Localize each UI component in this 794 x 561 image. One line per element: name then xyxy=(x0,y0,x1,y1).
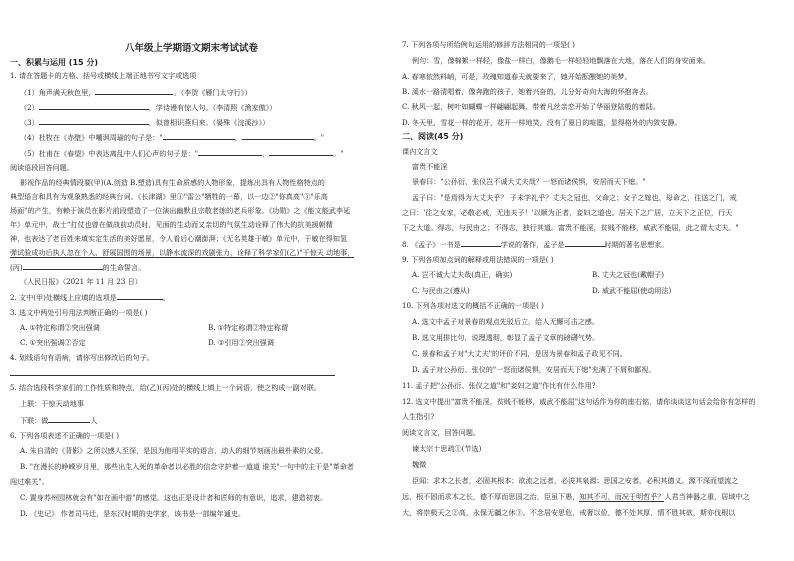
q3-option-a[interactable]: A. ①特定称谓②突出强调 xyxy=(20,323,100,332)
q3-option-b[interactable]: B. ①特定称谓②特定称谓 xyxy=(208,323,288,332)
q6-option-c[interactable]: C. 置身苏州园林就会有"如在画中游"的感觉，这也正是设计者和匠师的有意识，追求，建造初衷。 xyxy=(20,493,328,502)
q1-3: （3） ，似曾相识燕归来。（晏殊《浣溪沙》） xyxy=(20,118,270,127)
passage-line: (丙) 的生命誓言。 xyxy=(10,263,146,272)
q1-prompt: 1. 请在答题卡的方格、括号或横线上端正地书写文字或选项 xyxy=(10,71,197,80)
couplet-blank[interactable] xyxy=(48,415,90,423)
q10-option-a[interactable]: A. 选文中孟子对景春的观点先驳后立，给人无懈可击之感。 xyxy=(412,317,599,326)
passage-line: 远，根不固而求木之长，德不厚而思国之治，臣虽下愚，知其不可，而况于明哲乎？人君当神器之重，居域中之 xyxy=(402,492,750,501)
q9-option-c[interactable]: C. 与民由之(遵从) xyxy=(412,286,470,295)
passage2-title: 谏太宗十思疏①(节选) xyxy=(412,444,482,453)
q1-3-blank[interactable] xyxy=(39,117,149,125)
couplet-lower: 下联：做 人 xyxy=(20,416,98,425)
passage-line: 景春曰："公孙衍、张仪岂不诚大丈夫哉？一怒而诸侯惧，安居而天下熄。" xyxy=(412,177,646,186)
q6-option-a[interactable]: A. 朱自清的《背影》之所以感人至深，是因为他用平实的语言，动人的细节刻画出最朴素的父爱。 xyxy=(20,446,328,455)
q4: 4. 划线语句有语病，请你写出修改后的句子。 xyxy=(10,353,154,362)
passage-line-underlined: 弹试验成功后执人忽在个人、舒展国围的场景，以静水流深的戏剧张力，诠释了科学家们(乙)"干惊天 动地事， xyxy=(10,248,355,257)
q1-5-blank-b[interactable] xyxy=(269,148,333,156)
q7-option-c[interactable]: C. 秋风一起，树叶如蝴蝶一样翩翩起舞，带着凡丝亲恋开始了华丽登陆般的着陆。 xyxy=(402,102,660,111)
passage-line: 之曰：'往之女家，必敬必戒，无违夫子！'以顺为正者，妾妇之道也。居天下之广居，立天下之正位，行天 xyxy=(402,208,733,217)
passage-line: 臣闻：求木之长者，必固其根本；欲流之远者，必浚其泉源；思国之安者，必积其德义。源不深而望流之 xyxy=(412,476,739,485)
q7-option-b[interactable]: B. 溪水一路清唱着，像奔跑的孩子，她着兴奋的，儿分好奇向大海的怀抱奔去。 xyxy=(402,87,653,96)
underlined-sentence: 知其不可，而况于明哲乎？ xyxy=(579,492,665,501)
q2: 2. 文中(甲)处横线上应填的选项是 。 xyxy=(10,293,170,302)
q9-option-a[interactable]: A. 岂不诚大丈夫哉(真正，确实) xyxy=(412,270,513,279)
passage-line: 神，也表达了老百姓来填实定生活的美好愿景，令人看后心潮澎湃；《无名英雄于敏》单元中，于敏在得知氢 xyxy=(10,234,347,243)
q8: 8. 《孟子》一书是 学说的著作，孟子是 时期的著名思想家。 xyxy=(402,240,669,249)
q7-example: 例句：雪，像棉絮一样轻，像盐一样白，像鹅毛一样轻轻地飘落在大地，落在人们的身安面来。 xyxy=(412,56,710,65)
q3-option-d[interactable]: D. ①引用②突出强调 xyxy=(208,338,274,347)
q6: 6. 下列各项表述不正确的一项是( ) xyxy=(10,431,120,440)
q12: 12. 选文中提出"富贵不能淫，贫贱不能移，威武不能屈"这句话作为你的座右铭，请你谈谈这句话会给你有怎样的 xyxy=(402,397,756,406)
passage-line: 年》单元中，战士“打仗也曾在做战前动员时，见面的生动而又亲切的气氛生动诠释了伟大的抗美援朝精 xyxy=(10,220,333,229)
passage-title: 富贵不能淫 xyxy=(412,162,448,171)
q1-4-blank-b[interactable] xyxy=(242,132,314,140)
q5: 5. 结合选段科学家们的工作性质和特点，给(乙)(丙)处的横线上填上一个词语，使之构成一副对联。 xyxy=(10,383,321,392)
q1-2: （2） ，学诗谩有惊人句。（李清照《渔家傲》） xyxy=(20,103,277,112)
q11: 11. 孟子把"公孙衍、张仪之道"和"妾妇之道"作比有什么作用? xyxy=(402,381,596,390)
q1-4-blank-a[interactable] xyxy=(163,132,235,140)
q9-option-d[interactable]: D. 威武不能屈(使动用法) xyxy=(592,286,672,295)
passage-line: 下之大道。得志，与民由之；不得志，独行其道。富贵不能淫，贫贱不能移，威武不能屈，此之谓大丈夫。" xyxy=(402,223,739,232)
q4-answer-line[interactable] xyxy=(10,368,335,378)
q3-option-c[interactable]: C. ①突出强调②否定 xyxy=(20,338,86,347)
q3: 3. 选文中两处引号用法判断正确的一项是( ) xyxy=(10,308,148,317)
q7: 7. 下列各项与所给例句运用的修辞方法相同的一项是( ) xyxy=(402,40,575,49)
q7-option-a[interactable]: A. 春寒依然料峭，可是，玫瑰知道春天就要来了，她开始酝酿她的美梦。 xyxy=(402,72,632,81)
q1-5-blank-a[interactable] xyxy=(198,148,262,156)
q9: 9. 下列各项加点词的解释或用法错误的一项是( ) xyxy=(402,255,554,264)
q8-blank-a[interactable] xyxy=(461,239,501,247)
q6-option-b[interactable]: B. "在漫长的峥嵘岁月里，那些出生入死的革命者以必胜的信念守护着一道道 谁关"一句中的主干是"革命者 xyxy=(20,462,354,471)
q12-cont: 人生指引? xyxy=(402,412,435,421)
q10-option-b[interactable]: B. 选文用排比句，说理透彻，彰显了孟子文章的磅礴气势。 xyxy=(412,333,600,342)
couplet-upper: 上联：干惊天动地事 xyxy=(20,399,84,408)
left-column xyxy=(10,0,390,561)
q1-1: （1）角声满天秋色里， 。（李贺《雁门太守行》） xyxy=(20,88,252,97)
right-column xyxy=(402,0,782,561)
q1-5: （5）杜甫在《春望》中表达离乱中人们心声的句子是：" ， 。" xyxy=(20,149,344,158)
section-1-heading: 一、积累与运用 (15 分) xyxy=(10,58,99,67)
passage-line: 孟子曰："是焉得为大丈夫乎？ 子未学礼乎？丈夫之冠也，父命之；女子之嫁也，母命之，往送之门，戒 xyxy=(412,193,737,202)
q6-option-d[interactable]: D. 《史记》 作者司马迁，是东汉时期的史学家，该书是一部编年通史。 xyxy=(20,509,246,518)
exam-title: 八年级上学期语文期末考试试卷 xyxy=(125,43,259,54)
q10-option-d[interactable]: D. 孟子对公孙衍、张仪的"一怒而诸侯惧，安居而天下熄"充满了不屑和鄙视。 xyxy=(412,365,656,374)
passage-line: 大，将崇极天之②高，永保无疆之休③。不念居安思危，戒奢以俭，德不处其厚，情不胜其欲，斯亦伐根以 xyxy=(402,508,736,517)
q10: 10. 下列各项对选文的概括不正确的一项是( ) xyxy=(402,301,544,310)
reading-intro: 阅读语段回答问题。 xyxy=(10,163,74,172)
inner-classical-label: 课内文言文 xyxy=(402,147,438,156)
source-citation: 《人民日报》（2021 年 11 月 23 日） xyxy=(20,277,142,286)
bing-blank[interactable] xyxy=(23,262,103,270)
q2-blank[interactable] xyxy=(117,292,163,300)
outer-classical-label: 阅读文言文，回答问题。 xyxy=(402,428,481,437)
passage-line: 场面"的产生，有赖于演员在影片前段塑造了一位演出幽默且宗敬老练的老兵形象。《功勋》之《能文能武李延 xyxy=(10,206,351,215)
q10-option-c[interactable]: C. 景春和孟子对"大丈夫"的评价不同，是因为景春和孟子政见不同。 xyxy=(412,349,627,358)
section-2-heading: 二、阅读(45 分) xyxy=(402,132,464,141)
q8-blank-b[interactable] xyxy=(565,239,605,247)
q1-1-blank[interactable] xyxy=(95,87,173,95)
passage-line: 影视作品的经典情段要(甲)(A.创造 B.塑造)具有生命质感的人物形象，提炼出具有人物性格特点的 xyxy=(20,178,325,187)
q1-4: （4）杜牧在《赤壁》中嘲讽周瑜的句子是：" ， 。" xyxy=(20,133,325,142)
q7-option-d[interactable]: D. 冬天里，雪花一样的花开，花开一样地笑，没有了夏日的喧嚣，显得格外的内敛安静。 xyxy=(402,118,682,127)
q1-2-blank[interactable] xyxy=(39,102,149,110)
q6-option-b-cont: 闯过难关"。 xyxy=(10,477,49,486)
q9-option-b[interactable]: B. 丈夫之冠也(戴帽子) xyxy=(592,270,665,279)
passage2-author: 魏徵 xyxy=(412,460,427,469)
passage-line: 典型语言和具有为观象熟悉的经典台词。《长津湖》里①"雷公"牺牲的一幕，以一边②"你真高"③"乐高 xyxy=(10,192,328,201)
